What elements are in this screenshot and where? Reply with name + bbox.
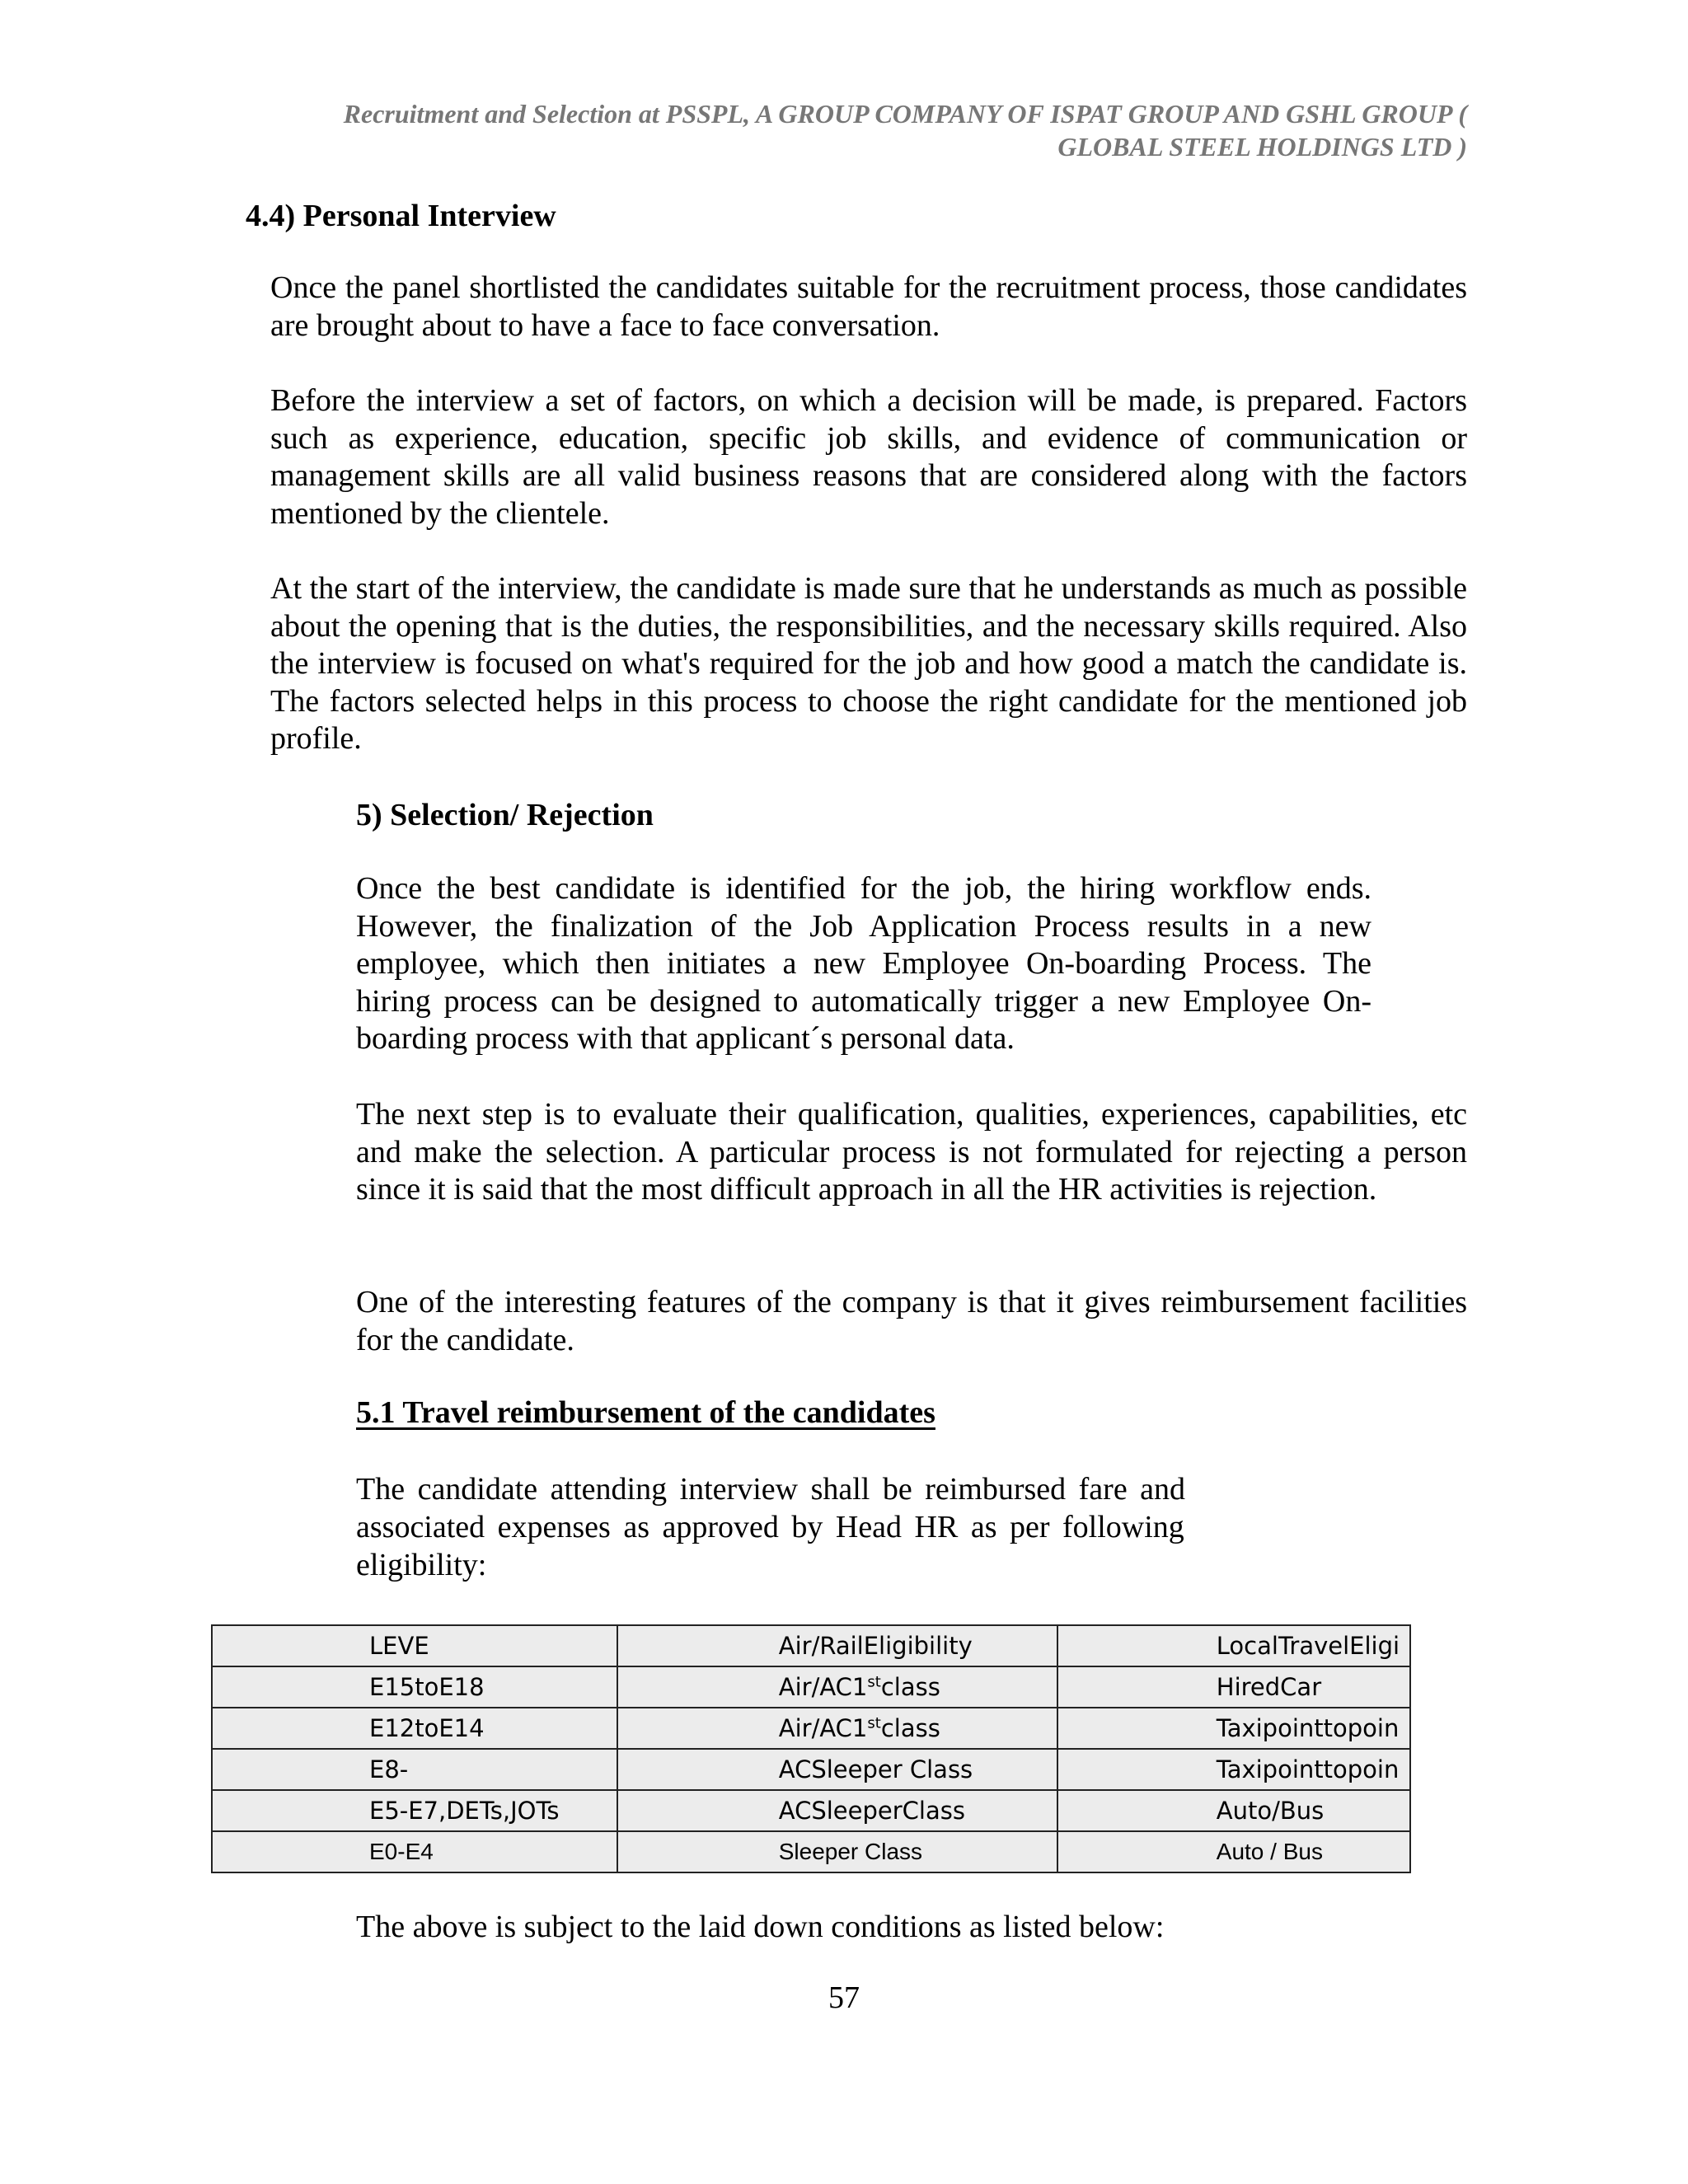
cell-level: E5-E7,DETs,JOTs bbox=[212, 1790, 617, 1831]
table-row bbox=[212, 1831, 1410, 1872]
paragraph-eligibility: The candidate attending interview shall be reimbursed fare and associated expenses as approved by Head HR as per following eligibility: bbox=[356, 1472, 1186, 1582]
running-header bbox=[148, 97, 1467, 163]
paragraph-conditions: The above is subject to the laid down conditions as listed below: bbox=[356, 1910, 1165, 1944]
table-row bbox=[212, 1666, 1410, 1708]
table-header-row bbox=[212, 1625, 1410, 1666]
paragraph-selection-2: The next step is to evaluate their qualification, qualities, experiences, capabilities, etc and make the selection. A particular process is not formulated for rejecting a person since it is said that the most difficult approach in all the HR activities is rejection. bbox=[356, 1097, 1467, 1207]
header-line-1: Recruitment and Selection at PSSPL, A GROUP COMPANY OF ISPAT GROUP AND GSHL GROUP ( bbox=[343, 99, 1467, 129]
cell-air-rail: ACSleeperClass bbox=[617, 1790, 1057, 1831]
cell-air-rail-prefix: Air/AC1 bbox=[778, 1673, 868, 1701]
page-number: 57 bbox=[828, 1980, 860, 2015]
header-line-2: GLOBAL STEEL HOLDINGS LTD ) bbox=[1057, 132, 1467, 162]
cell-air-rail-prefix: Air/AC1 bbox=[778, 1714, 868, 1742]
heading-selection-rejection: 5) Selection/ Rejection bbox=[356, 798, 654, 832]
cell-level: E0-E4 bbox=[212, 1831, 617, 1872]
eligibility-table bbox=[211, 1624, 1411, 1873]
heading-personal-interview: 4.4) Personal Interview bbox=[246, 199, 556, 233]
cell-local-travel: Taxipointtopoin bbox=[1057, 1708, 1410, 1749]
cell-level: E15toE18 bbox=[212, 1666, 617, 1708]
paragraph-interview-3: At the start of the interview, the candidate is made sure that he understands as much as possible about the opening that is the duties, the responsibilities, and the necessary skills required. Also the interview is focused on what's required for the job and how good a match the candidate is. The factors selected helps in this process to choose the right candidate for the mentioned job profile. bbox=[270, 571, 1467, 756]
header-cell-air-rail: Air/RailEligibility bbox=[617, 1625, 1057, 1666]
paragraph-interview-1: Once the panel shortlisted the candidates suitable for the recruitment process, those candidates are brought about to have a face to face conversation. bbox=[270, 270, 1467, 343]
cell-local-travel: HiredCar bbox=[1057, 1666, 1410, 1708]
header-cell-level: LEVE bbox=[212, 1625, 617, 1666]
paragraph-selection-3: One of the interesting features of the company is that it gives reimbursement facilities for the candidate. bbox=[356, 1285, 1467, 1357]
heading-travel-reimbursement: 5.1 Travel reimbursement of the candidates bbox=[356, 1395, 935, 1430]
table-row bbox=[212, 1749, 1410, 1790]
cell-local-travel: Auto/Bus bbox=[1057, 1790, 1410, 1831]
cell-local-travel: Taxipointtopoin bbox=[1057, 1749, 1410, 1790]
paragraph-selection-1: Once the best candidate is identified for the job, the hiring workflow ends. However, the finalization of the Job Application Process results in a new employee, which then initiates a new Employee On-boarding Process. The hiring process can be designed to automatically trigger a new Employee On-boarding process with that applicant´s personal data. bbox=[356, 871, 1372, 1056]
cell-level: E12toE14 bbox=[212, 1708, 617, 1749]
header-cell-local-travel: LocalTravelEligi bbox=[1057, 1625, 1410, 1666]
cell-air-rail: ACSleeper Class bbox=[617, 1749, 1057, 1790]
cell-air-rail bbox=[617, 1708, 1057, 1749]
cell-air-rail bbox=[617, 1666, 1057, 1708]
cell-air-rail: Sleeper Class bbox=[617, 1831, 1057, 1872]
table-row bbox=[212, 1708, 1410, 1749]
cell-air-rail-suffix: class bbox=[880, 1673, 940, 1701]
cell-local-travel: Auto / Bus bbox=[1057, 1831, 1410, 1872]
cell-level: E8- bbox=[212, 1749, 617, 1790]
cell-air-rail-sup: st bbox=[867, 1714, 881, 1732]
cell-air-rail-suffix: class bbox=[880, 1714, 940, 1742]
cell-air-rail-sup: st bbox=[867, 1673, 881, 1691]
paragraph-interview-2: Before the interview a set of factors, on which a decision will be made, is prepared. Factors such as experience, education, specific job skills, and evidence of communication or management skills are all valid business reasons that are considered along with the factors mentioned by the clientele. bbox=[270, 383, 1467, 531]
table-row bbox=[212, 1790, 1410, 1831]
